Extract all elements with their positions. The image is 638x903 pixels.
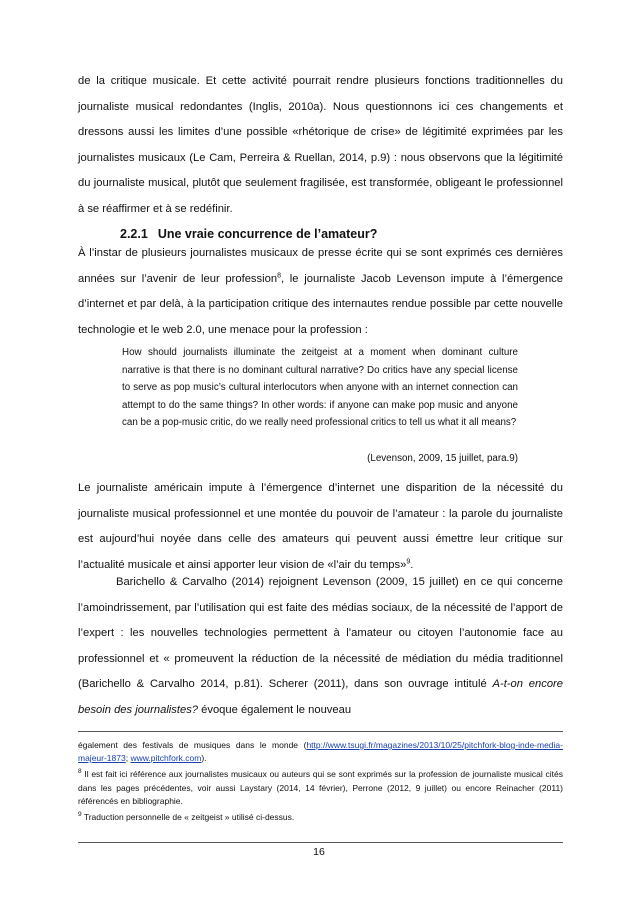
page-number: 16 bbox=[313, 846, 325, 858]
footnote-ref-8[interactable]: 8 bbox=[277, 271, 281, 279]
paragraph-levenson-intro bbox=[78, 241, 563, 343]
block-quote: How should journalists illuminate the zeitgeist at a moment when dominant culture narrative is that there is no dominant cultural narrative? Do critics have any special license to serve as pop music’s cultural interlocutors when anyone with an internet connection can attempt to do the same things? In other words: if anyone can make pop music and anyone can be a pop-music critic, do we really need professional critics to tell us what it all means? bbox=[122, 347, 518, 429]
paragraph-text: évoque également le nouveau bbox=[198, 703, 352, 716]
tsugi-link[interactable]: http://www.tsugi.fr/magazines/2013/10/25/pitchfork-blog-inde-media-majeur-1873 bbox=[78, 740, 563, 764]
footnote-8-text: Il est fait ici référence aux journalistes musicaux ou auteurs qui se sont exprimés sur la profession de journaliste musical cités dans les pages précédentes, voir aussi Laystary (2014, 14 février), Perrone (2012, 9 juillet) ou encore Reinacher (2011) référencés en bibliographie. bbox=[78, 769, 563, 806]
section-number: 2.2.1 bbox=[120, 227, 148, 241]
paragraph-text: . bbox=[410, 558, 414, 571]
footnote-9 bbox=[78, 811, 563, 824]
page-bottom-rule bbox=[78, 842, 563, 843]
footnotes-area bbox=[78, 739, 563, 827]
paragraph-american-journalist bbox=[78, 476, 563, 578]
pitchfork-link[interactable]: www.pitchfork.com bbox=[130, 753, 202, 764]
paragraph-text: , le journaliste Jacob Levenson impute à l’émergence d’internet et par delà, à la participation critique des internautes rendue possible par cette nouvelle technologie et le web 2.0, une menace pour la profession : bbox=[78, 272, 563, 336]
footnote-9-mark: 9 bbox=[78, 811, 82, 819]
footnote-8 bbox=[78, 768, 563, 808]
paragraph-text: Barichello & Carvalho (2014) rejoignent Levenson (2009, 15 juillet) en ce qui concerne l’amoindrissement, par l’utilisation qui est faite des médias sociaux, de la nécessité de l’apport de l’expert : les nouvelles technologies permettent à l’amateur ou citoyen l’autonomie face au professionnel et « promeuvent la réduction de la nécessité de médiation du média traditionnel (Barichello & Carvalho 2014, p.81). Scherer (2011), dans son ouvrage intitulé bbox=[78, 576, 563, 691]
section-title: Une vraie concurrence de l’amateur? bbox=[157, 227, 378, 241]
paragraph-text: À l’instar de plusieurs journalistes musicaux de presse écrite qui se sont exprimés ces dernières années sur l’avenir de leur profession bbox=[78, 247, 563, 285]
footnote-text: également des festivals de musiques dans le monde ( bbox=[78, 740, 307, 750]
footnote-8-mark: 8 bbox=[78, 768, 82, 776]
footnote-9-text: Traduction personnelle de « zeitgeist » utilisé ci-dessus. bbox=[81, 812, 295, 823]
paragraph-intro bbox=[78, 69, 563, 223]
footnote-separator bbox=[78, 731, 563, 732]
paragraph-intro-text: de la critique musicale. Et cette activité pourrait rendre plusieurs fonctions traditionnelles du journaliste musical redondantes (Inglis, 2010a). Nous questionnons ici ces changements et dressons aussi les limites d’une possible «rhétorique de crise» de légitimité exprimées par les journalistes musicaux (Le Cam, Perreira & Ruellan, 2014, p.9) : nous observons que la légitimité du journaliste musical, plutôt que seulement fragilisée, est transformée, obligeant le professionnel à se réaffirmer et à se redéfinir. bbox=[78, 75, 563, 215]
book-title: A-t-on encore besoin des journalistes? bbox=[78, 678, 564, 716]
footnote-ref-9[interactable]: 9 bbox=[406, 558, 411, 566]
paragraph-barichello bbox=[78, 570, 563, 724]
quote-citation: (Levenson, 2009, 15 juillet, para.9) bbox=[367, 453, 518, 464]
paragraph-text: Le journaliste américain impute à l’émergence d’internet une disparition de la nécessité du journaliste musical professionnel et une montée du pouvoir de l’amateur : la parole du journaliste est aujourd’hui noyée dans celle des amateurs qui peuvent aussi émettre leur critique sur l’actualité musicale et ainsi apporter leur vision de «l’air du temps» bbox=[78, 482, 563, 571]
section-heading bbox=[120, 227, 377, 241]
footnote-continuation bbox=[78, 739, 563, 765]
footnote-text: ). bbox=[201, 753, 207, 764]
footnote-text: ; bbox=[125, 753, 131, 764]
